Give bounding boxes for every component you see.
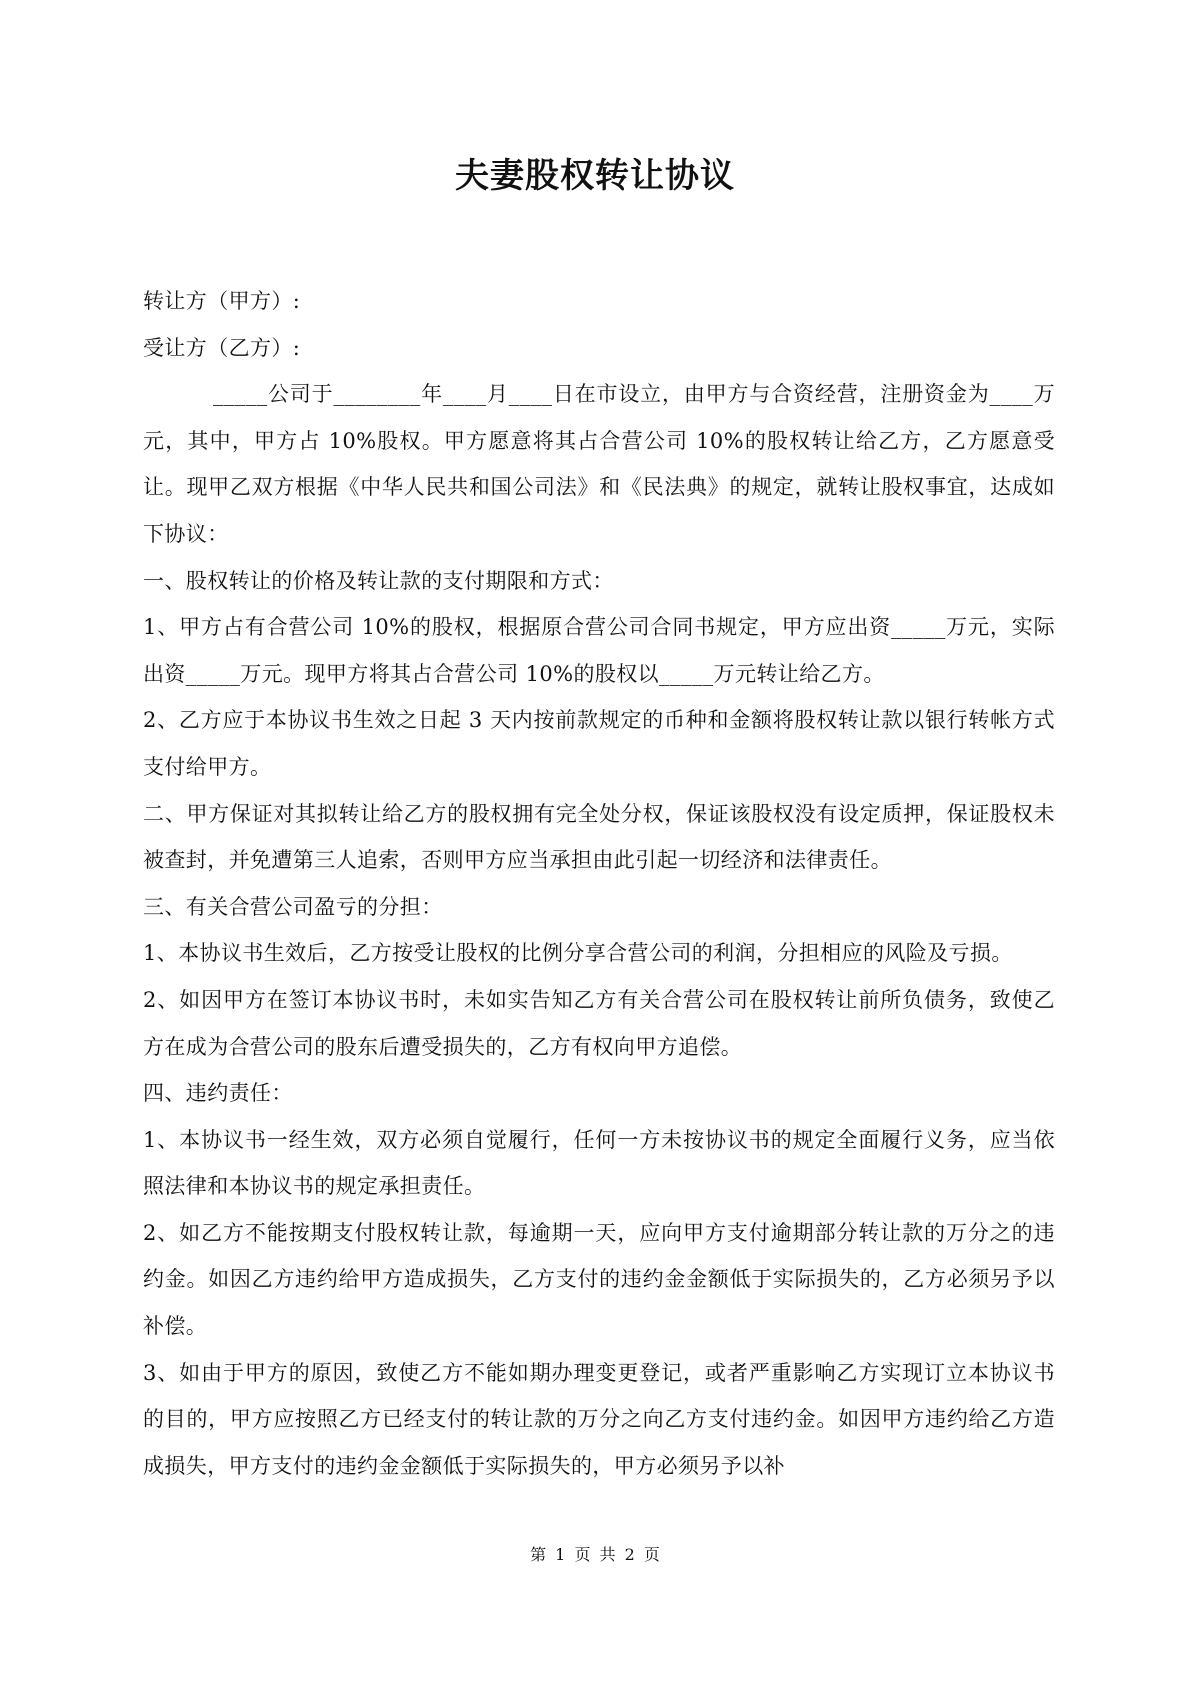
paragraph: 2、乙方应于本协议书生效之日起 3 天内按前款规定的币种和金额将股权转让款以银行转帐方式支付给甲方。 [143,708,1055,779]
paragraph: _____公司于________年____月____日在市设立，由甲方与合资经营，注册资金为____万元，其中，甲方占 10%股权。甲方愿意将其占合营公司 10%的股权转让给乙方，乙方愿意受让。现甲乙双方根据《中华人民共和国公司法》和《民法典》的规定，就转让股权事宜，达成如下协议： [143,382,1055,546]
paragraph: 3、如由于甲方的原因，致使乙方不能如期办理变更登记，或者严重影响乙方实现订立本协议书的目的，甲方应按照乙方已经支付的转让款的万分之向乙方支付违约金。如因甲方违约给乙方造成损失，甲方支付的违约金金额低于实际损失的，甲方必须另予以补 [143,1360,1055,1478]
paragraph: 1、本协议书生效后，乙方按受让股权的比例分享合营公司的利润，分担相应的风险及亏损。 [143,941,1013,966]
document-title: 夫妻股权转让协议 [455,156,735,196]
paragraph: 四、违约责任： [143,1081,293,1106]
paragraph: 一、股权转让的价格及转让款的支付期限和方式： [143,568,614,593]
page-footer: 第 1 页 共 2 页 [530,1545,660,1564]
paragraph: 2、如因甲方在签订本协议书时，未如实告知乙方有关合营公司在股权转让前所负债务，致使乙方在成为合营公司的股东后遭受损失的，乙方有权向甲方追偿。 [143,987,1055,1059]
paragraph: 二、甲方保证对其拟转让给乙方的股权拥有完全处分权，保证该股权没有设定质押，保证股权未被查封，并免遭第三人追索，否则甲方应当承担由此引起一切经济和法律责任。 [143,801,1055,873]
paragraph: 转让方（甲方）: [143,289,301,313]
paragraph: 1、甲方占有合营公司 10%的股权，根据原合营公司合同书规定，甲方应出资_____万元，实际出资_____万元。现甲方将其占合营公司 10%的股权以_____万元转让给乙方。 [143,615,1055,686]
paragraph: 受让方（乙方）: [143,335,301,360]
paragraph: 三、有关合营公司盈亏的分担： [143,894,443,919]
paragraph: 2、如乙方不能按期支付股权转让款，每逾期一天，应向甲方支付逾期部分转让款的万分之的违约金。如因乙方违约给甲方造成损失，乙方支付的违约金金额低于实际损失的，乙方必须另予以补偿。 [143,1220,1055,1339]
document-body [143,278,1055,1489]
paragraph: 1、本协议书一经生效，双方必须自觉履行，任何一方未按协议书的规定全面履行义务，应当依照法律和本协议书的规定承担责任。 [143,1127,1055,1199]
